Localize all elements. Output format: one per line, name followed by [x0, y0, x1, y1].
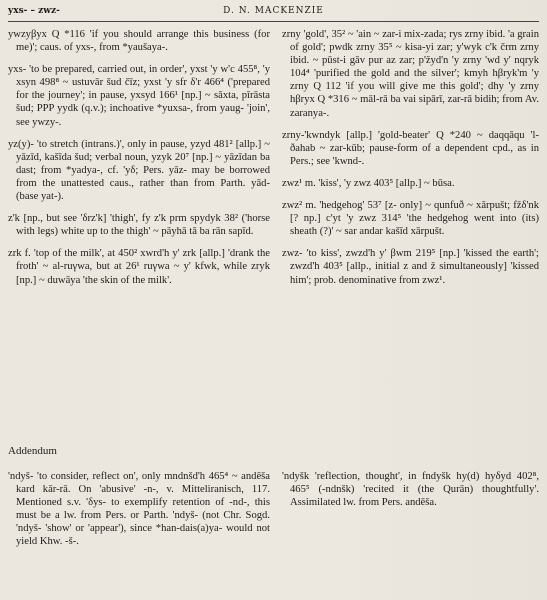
entry-yzy: yz(y)- 'to stretch (intrans.)', only in pause, yzyd 481² [allp.] ~ yāzīd, kašīda šud; verbal noun, yzyk 20⁷ [np.] ~ yāzīdan ba dast; from *yadya-, cf. 'yδ; Pers. yāz- may be borrowed from the unattested caus., rather than from Parth. yād- (base yat-). [8, 138, 270, 203]
addendum-left [8, 470, 270, 558]
entry-ywzybyx: ywzyβyx Q *116 'if you should arrange this business (for me)'; caus. of yxs-, from *yaušaya-. [8, 29, 270, 54]
entry-zrny-kwndyk: zrny-'kwndyk [allp.] 'gold-beater' Q *240 ~ daqqāqu 'l-ðahab ~ zar-kūb; pause-form of a dependent cpd., as in Pers.; see 'kwnd-. [282, 129, 539, 167]
entry-zwz2: zwz² m. 'hedgehog' 53⁷ [z- only] ~ qunfuð ~ xārpušt; fžδ'nk [? np.] c'yt 'y zwz 314⁵ 'the hedgehog went into (its) sheath (?)' ~ sar andar kašīd xārpušt. [282, 200, 539, 238]
addendum-right [282, 470, 539, 518]
entry-zrny: zrny 'gold', 35² ~ 'ain ~ zar-i mix-zada; rys zrny ibid. 'a grain of gold'; pwdk zrny 35⁵ ~ kisa-yi zar; y'wyk c'k črm zrny ibid. ~ pūst-i gāv pur az zar; p'žyd'n 'y zrny 'wd y' nqryk 104⁴ 'purified the gold and the silver'; kmyh hβryk'm 'y zrny Q 112 'if you will give me this gold'; dhy 'y zrny hβryx Q *316 ~ māl-rā ba vai sipārī, zar-rā bidih; from Av. zaranya-. [282, 29, 539, 119]
entry-zk: z'k [np., but see 'δrz'k] 'thigh', fy z'k prm spydyk 38² ('horse with legs) white up to the thigh' ~ pāyhā tā ba rān sapīd. [8, 213, 270, 238]
entry-yxs: yxs- 'to be prepared, carried out, in order', yxst 'y w'c 455⁸, 'y xsyn 498⁸ ~ ustuvār šud čīz; yxst 'y sfr δ'r 466⁴ ('prepared for the journey'; in pause, yxsyd 166¹ [np.] ~ sāxta, pīrāsta šud; PPP yydk (q.v.); inchoative *yuxsa-, from yaug- 'join', see ywzy-. [8, 64, 270, 128]
entry-zwz1: zwz¹ m. 'kiss', 'y zwz 403⁵ [allp.] ~ būsa. [282, 177, 455, 189]
right-column [282, 28, 539, 296]
header-rule [8, 21, 539, 22]
running-head: yxs- – zwz- [8, 6, 60, 16]
addendum-title: Addendum [8, 445, 57, 457]
entry-ndys: 'ndyš- 'to consider, reflect on', only mndnšd'h 465⁴ ~ andēša kard kār-rā. On 'abusive' -n-, v. Mitteliranisch, 117. Mentioned s.v. 'δys- to exemplify retention of -nd-, this must be a lw. from Pers. or Parth. 'ndyš- (not Chr. Sogd. 'ndyš- 'show' or 'appear'), since *han-dais(a)ya- would not yield Khw. -š-. [8, 471, 270, 548]
entry-ndysk: 'ndyšk 'reflection, thought', in fndyšk hy(d) hyδyd 402⁸, 465⁵ (-ndnšk) 'recited it (the Qurān) thoughtfully'. Assimilated lw. from Pers. andēša. [282, 471, 539, 509]
left-column [8, 28, 270, 296]
entry-zwz-verb: zwz- 'to kiss', zwzd'h y' βwm 219⁵ [np.] 'kissed the earth'; zwzd'h 403⁵ [allp., initial z and ž simultaneously] 'kissed him'; prob. denominative from zwz¹. [282, 248, 539, 286]
page-header [8, 6, 539, 20]
entry-zrk: zrk f. 'top of the milk', at 450² xwrd'h y' zrk [allp.] 'drank the froth' ~ al-ruγwa, but at 26¹ ruγwa ~ y' kfwk, while zryk [np.] ~ duwāya 'the skin of the milk'. [8, 248, 270, 286]
author-name: D. N. MACKENZIE [223, 6, 324, 16]
